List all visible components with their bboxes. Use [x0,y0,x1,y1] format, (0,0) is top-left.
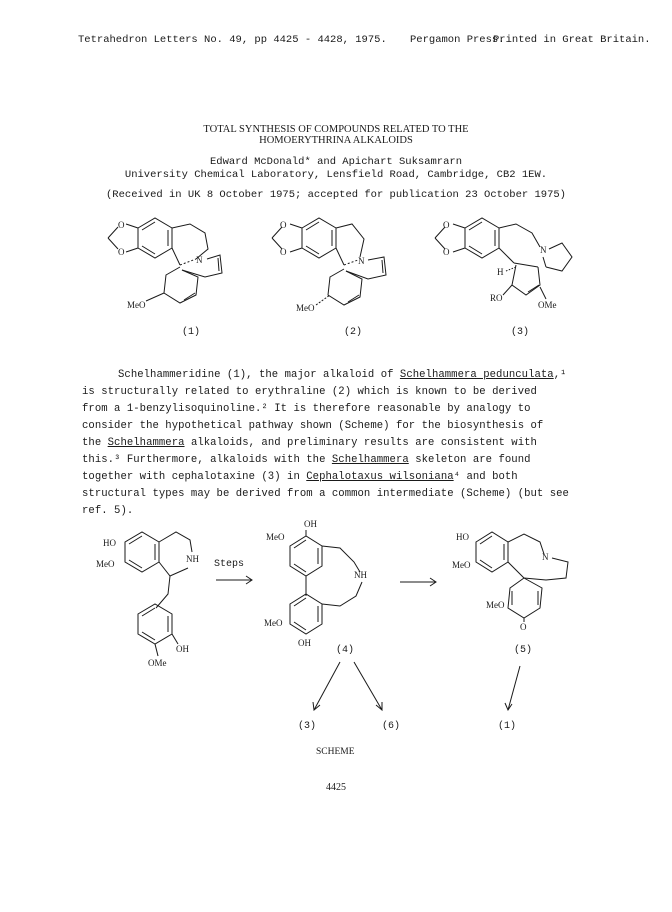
label-compound-3: (3) [298,721,317,732]
atom-label: MeO [127,300,146,310]
received-dates: (Received in UK 8 October 1975; accepted for publication 23 October 1975) [106,189,566,201]
atom-label: OH [298,638,311,648]
structure-1 [108,218,222,310]
atom-label: O [280,247,287,257]
scheme-caption: SCHEME [316,747,355,757]
body-line-8: structural types may be derived from a common intermediate (Scheme) (but see [82,488,569,500]
authors: Edward McDonald* and Apichart Suksamrarn [209,156,463,168]
body-line-4: consider the hypothetical pathway shown (Scheme) for the biosynthesis of [82,420,544,432]
label-compound-6: (6) [382,721,401,732]
atom-label: MeO [296,303,315,313]
atom-label: NH [186,554,199,564]
atom-label: N [540,245,547,255]
scheme-start-compound [96,532,199,668]
species-name: Schelhammera pedunculata [399,369,554,381]
atom-label: O [280,220,287,230]
atom-label: RO [490,293,503,303]
scheme-figure [0,518,672,778]
structure-label-1: (1) [182,327,201,338]
label-compound-1: (1) [498,721,517,732]
atom-label: HO [456,532,469,542]
structure-3 [435,218,572,310]
body-line-7: together with cephalotaxine (3) in Cephalotaxus wilsoniana⁴ and both [82,471,518,483]
atom-label: O [118,220,125,230]
paper-title-line-1: TOTAL SYNTHESIS OF COMPOUNDS RELATED TO THE [203,124,469,135]
arrow-to-6 [354,662,382,710]
structure-label-2: (2) [344,327,363,338]
atom-label: NH [354,570,367,580]
journal-citation: Tetrahedron Letters No. 49, pp 4425 - 4428, 1975. [78,34,387,46]
body-line-6: this.³ Furthermore, alkaloids with the Schelhammera skeleton are found [82,454,531,466]
atom-label: O [520,622,527,632]
atom-label: OMe [538,300,557,310]
printed-in: Printed in Great Britain. [493,34,651,46]
atom-label: O [443,247,450,257]
steps-label: Steps [214,559,245,570]
arrow-to-1 [508,666,520,710]
atom-label: H [497,267,504,277]
page-number: 4425 [326,782,346,793]
body-line-2: is structurally related to erythraline (2) which is known to be derived [82,386,537,398]
atom-label: O [118,247,125,257]
atom-label: O [443,220,450,230]
body-line-5: the Schelhammera alkaloids, and preliminary results are consistent with [82,437,537,449]
publisher: Pergamon Press. [410,34,505,46]
compound-4 [264,519,367,648]
atom-label: OH [304,519,317,529]
structures-figure [0,215,672,345]
paper-title-line-2: HOMOERYTHRINA ALKALOIDS [259,135,413,146]
atom-label: MeO [266,532,285,542]
atom-label: OH [176,644,189,654]
label-compound-5: (5) [514,645,533,656]
structure-2 [272,218,386,313]
compound-5 [452,532,568,632]
atom-label: N [196,255,203,265]
arrow-to-3 [314,662,340,710]
atom-label: MeO [264,618,283,628]
atom-label: MeO [96,559,115,569]
atom-label: N [542,552,549,562]
body-line-3: from a 1-benzylisoquinoline.² It is therefore reasonable by analogy to [82,403,531,415]
label-compound-4: (4) [336,645,355,656]
atom-label: OMe [148,658,167,668]
body-line-9: ref. 5). [82,505,134,517]
atom-label: HO [103,538,116,548]
body-line-1: Schelhammeridine (1), the major alkaloid of Schelhammera pedunculata,¹ [118,369,567,381]
affiliation: University Chemical Laboratory, Lensfield Road, Cambridge, CB2 1EW. [124,169,548,181]
atom-label: MeO [486,600,505,610]
atom-label: N [358,256,365,266]
atom-label: MeO [452,560,471,570]
structure-label-3: (3) [511,327,530,338]
